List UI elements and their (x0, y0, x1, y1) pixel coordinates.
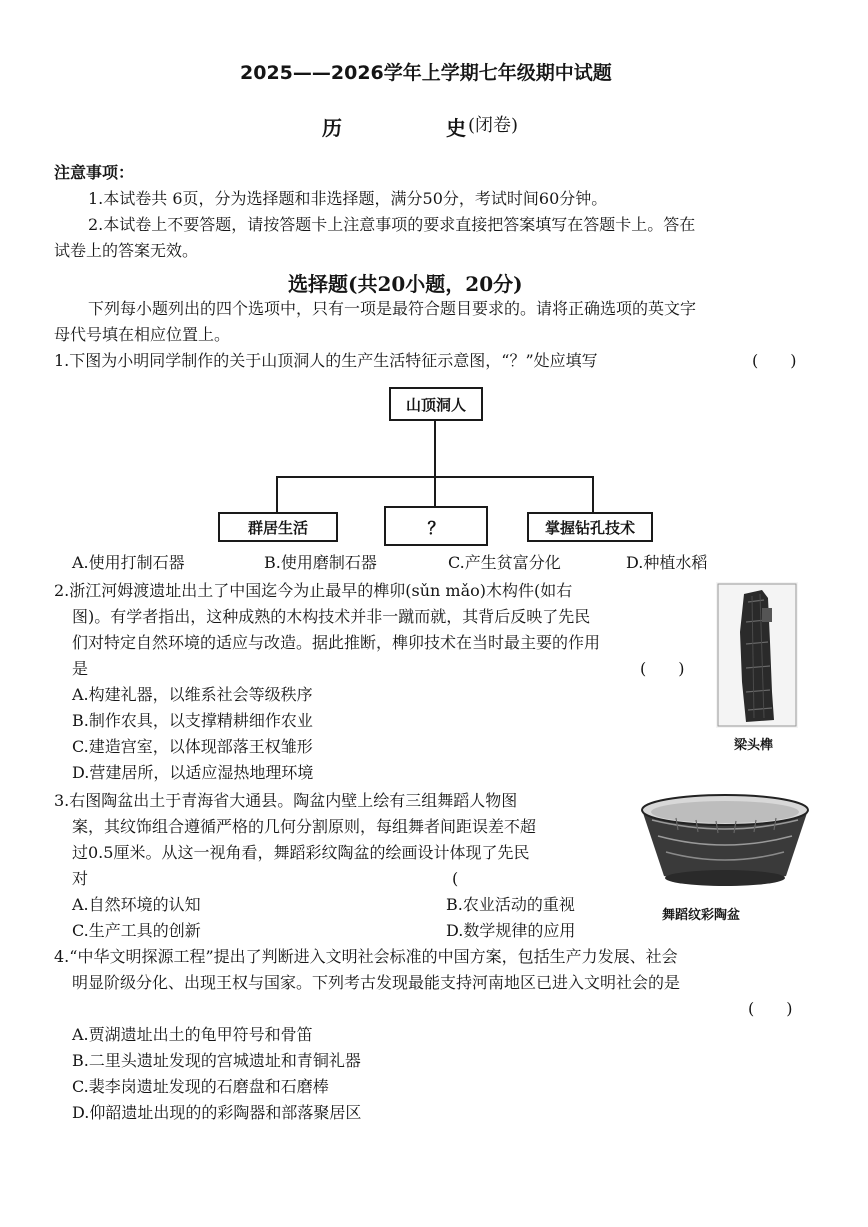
diagram-node-middle: ？ (384, 506, 488, 546)
subject-char-left: 历 (322, 116, 342, 140)
q2-line-3: 们对特定自然环境的适应与改造。据此推断，榫卯技术在当时最主要的作用 (72, 633, 601, 652)
q4-option-d: D.仰韶遗址出现的的彩陶器和部落聚居区 (72, 1103, 362, 1122)
q1-option-d: D.种植水稻 (626, 553, 708, 572)
q3-option-c: C.生产工具的创新 (72, 921, 201, 940)
diagram-branch-left (276, 476, 278, 512)
subject-char-right: 史 (446, 116, 466, 140)
q1-stem: 1.下图为小明同学制作的关于山顶洞人的生产生活特征示意图，“？”处应填写 (54, 351, 598, 370)
q2-option-d: D.营建居所，以适应湿热地理环境 (72, 763, 314, 782)
diagram-node-right: 掌握钻孔技术 (527, 512, 653, 542)
q1-option-a: A.使用打制石器 (72, 553, 185, 572)
notice-item-2-line-2: 试卷上的答案无效。 (54, 241, 199, 260)
notice-item-1: 1.本试卷共 6页，分为选择题和非选择题，满分50分，考试时间60分钟。 (88, 189, 608, 208)
q3-line-1: 3.右图陶盆出土于青海省大通县。陶盆内壁上绘有三组舞蹈人物图 (54, 791, 518, 810)
tenon-photo (716, 582, 798, 728)
q4-line-2: 明显阶级分化、出现王权与国家。下列考古发现最能支持河南地区已进入文明社会的是 (72, 973, 681, 992)
pottery-caption: 舞蹈纹彩陶盆 (662, 908, 741, 923)
section-title: 选择题(共20小题，20分) (288, 272, 523, 296)
q3-option-d: D.数学规律的应用 (446, 921, 576, 940)
tenon-illustration (716, 582, 798, 728)
diagram-trunk-line (434, 419, 436, 477)
q3-option-a: A.自然环境的认知 (72, 895, 201, 914)
notice-heading: 注意事项： (54, 163, 135, 182)
diagram-branch-right (592, 476, 594, 512)
q2-option-c: C.建造宫室，以体现部落王权雏形 (72, 737, 313, 756)
q2-option-a: A.构建礼器，以维系社会等级秩序 (72, 685, 313, 704)
diagram-branch-middle (434, 476, 436, 506)
q3-line-2: 案，其纹饰组合遵循严格的几何分割原则，每组舞者间距误差不超 (72, 817, 537, 836)
q2-line-1: 2.浙江河姆渡遗址出土了中国迄今为止最早的榫卯(sǔn mǎo)木构件(如右 (54, 581, 573, 600)
q3-line-4: 对 (72, 869, 89, 888)
q2-answer-bracket: ( ) (640, 659, 685, 678)
q1-option-b: B.使用磨制石器 (264, 553, 377, 572)
q2-line-2: 图)。有学者指出，这种成熟的木构技术并非一蹴而就，其背后反映了先民 (72, 607, 591, 626)
q4-option-b: B.二里头遗址发现的宫城遗址和青铜礼器 (72, 1051, 361, 1070)
q3-bracket-open: ( (452, 869, 459, 888)
notice-item-2-line-1: 2.本试卷上不要答题，请按答题卡上注意事项的要求直接把答案填写在答题卡上。答在 (88, 215, 696, 234)
q1-answer-bracket: ( ) (752, 351, 797, 370)
q2-option-b: B.制作农具，以支撑精耕细作农业 (72, 711, 313, 730)
q4-option-c: C.裴李岗遗址发现的石磨盘和石磨棒 (72, 1077, 329, 1096)
q2-line-4: 是 (72, 659, 89, 678)
tenon-caption: 梁头榫 (734, 738, 774, 753)
q3-line-3: 过0.5厘米。从这一视角看，舞蹈彩纹陶盆的绘画设计体现了先民 (72, 843, 530, 862)
subject-note: (闭卷) (468, 115, 519, 136)
q1-option-c: C.产生贫富分化 (448, 553, 561, 572)
pottery-basin-photo (636, 790, 814, 894)
pottery-basin-illustration (636, 790, 814, 894)
exam-title: 2025——2026学年上学期七年级期中试题 (240, 62, 612, 84)
section-instruction-line-2: 母代号填在相应位置上。 (54, 325, 231, 344)
diagram-root-node: 山顶洞人 (389, 387, 483, 421)
q4-line-1: 4.“中华文明探源工程”提出了判断进入文明社会标准的中国方案，包括生产力发展、社会 (54, 947, 678, 966)
q4-answer-bracket: ( ) (748, 999, 793, 1018)
q3-option-b: B.农业活动的重视 (446, 895, 575, 914)
q4-option-a: A.贾湖遗址出土的龟甲符号和骨笛 (72, 1025, 313, 1044)
section-instruction-line-1: 下列每小题列出的四个选项中，只有一项是最符合题目要求的。请将正确选项的英文字 (88, 299, 697, 318)
diagram-node-left: 群居生活 (218, 512, 338, 542)
